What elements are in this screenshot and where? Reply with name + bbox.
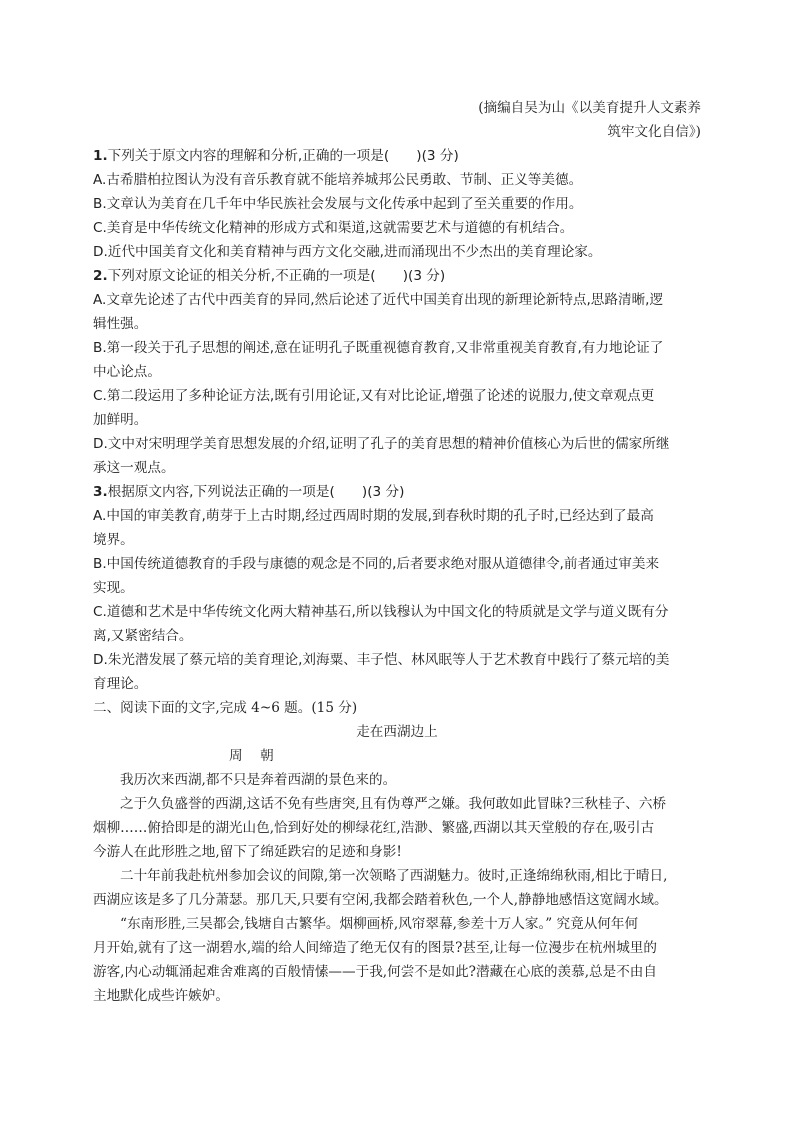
question-3-stem — [93, 480, 701, 504]
article-author: 周 朝 — [229, 748, 276, 764]
paragraph-4-line-3: 游客,内心动辄涌起难舍难离的百般情愫——于我,何尝不是如此?潜藏在心底的羡慕,总是不由自 — [93, 964, 657, 980]
question-2-option-b-line-2: 中心论点。 — [93, 364, 161, 380]
paragraph-4-line-1: “东南形胜,三吴都会,钱塘自古繁华。烟柳画桥,风帘翠幕,参差十万人家。” 究竟从何年何 — [120, 916, 639, 932]
question-3-option-a-line-1: A.中国的审美教育,萌芽于上古时期,经过西周时期的发展,到春秋时期的孔子时,已经达到了最高 — [93, 508, 654, 524]
paragraph-4-line-4: 主地默化成些许嫉妒。 — [93, 988, 229, 1004]
question-2-option-b-line-1: B.第一段关于孔子思想的阐述,意在证明孔子既重视德育教育,又非常重视美育教育,有力地论证了 — [93, 340, 664, 356]
question-3-option-b-line-2: 实现。 — [93, 580, 134, 596]
question-2-option-a-line-2: 辑性强。 — [93, 316, 148, 332]
question-2-stem — [93, 264, 701, 288]
question-3-option-b-line-1: B.中国传统道德教育的手段与康德的观念是不同的,后者要求绝对服从道德律令,前者通过审美来 — [93, 556, 660, 572]
question-3-option-a-line-2: 境界。 — [93, 532, 134, 548]
paragraph-3-line-2: 西湖应该是多了几分萧瑟。那几天,只要有空闲,我都会踏着秋色,一个人,静静地感悟这宽阔水域。 — [93, 892, 668, 908]
question-1-option-d: D.近代中国美育文化和美育精神与西方文化交融,进而涌现出不少杰出的美育理论家。 — [93, 244, 602, 260]
question-number: 2. — [93, 268, 108, 284]
section-heading: 二、阅读下面的文字,完成 4~6 题。(15 分) — [93, 700, 358, 716]
paragraph-1-line-1: 我历次来西湖,都不只是奔着西湖的景色来的。 — [120, 772, 397, 788]
question-1-option-a: A.古希腊柏拉图认为没有音乐教育就不能培养城邦公民勇敢、节制、正义等美德。 — [93, 172, 583, 188]
paragraph-3-line-1: 二十年前我赴杭州参加会议的间隙,第一次领略了西湖魅力。彼时,正逢绵绵秋雨,相比于晴日, — [120, 868, 668, 884]
question-2-option-d-line-2: 承这一观点。 — [93, 460, 175, 476]
question-number: 1. — [93, 148, 108, 164]
question-text: 下列对原文论证的相关分析,不正确的一项是( )(3 分) — [107, 268, 446, 284]
question-2-option-a-line-1: A.文章先论述了古代中西美育的异同,然后论述了近代中国美育出现的新理论新特点,思路清晰,逻 — [93, 292, 664, 308]
question-2-option-c-line-1: C.第二段运用了多种论证方法,既有引用论证,又有对比论证,增强了论述的说服力,使文章观点更 — [93, 388, 655, 404]
question-text: 根据原文内容,下列说法正确的一项是( )(3 分) — [107, 484, 405, 500]
question-number: 3. — [93, 484, 108, 500]
question-1-option-b: B.文章认为美育在几千年中华民族社会发展与文化传承中起到了至关重要的作用。 — [93, 196, 583, 212]
paragraph-2-line-2: 烟柳……俯拾即是的湖光山色,恰到好处的柳绿花红,浩渺、繁盛,西湖以其天堂般的存在,吸引古 — [93, 820, 655, 836]
source-citation-line-2: 筑牢文化自信》) — [607, 124, 701, 140]
source-citation-line-1: (摘编自吴为山《以美育提升人文素养 — [478, 100, 701, 116]
paragraph-2-line-1: 之于久负盛誉的西湖,这话不免有些唐突,且有伪尊严之嫌。我何敢如此冒昧?三秋桂子、六桥 — [120, 796, 667, 812]
question-3-option-c-line-2: 离,又紧密结合。 — [93, 628, 193, 644]
document-page — [93, 96, 701, 1008]
question-1-stem — [93, 144, 701, 168]
question-3-option-d-line-2: 育理论。 — [93, 676, 148, 692]
question-2-option-c-line-2: 加鲜明。 — [93, 412, 148, 428]
question-1-option-c: C.美育是中华传统文化精神的形成方式和渠道,这就需要艺术与道德的有机结合。 — [93, 220, 574, 236]
paragraph-2-line-3: 今游人在此形胜之地,留下了绵延跌宕的足迹和身影! — [93, 844, 402, 860]
question-3-option-c-line-1: C.道德和艺术是中华传统文化两大精神基石,所以钱穆认为中国文化的特质就是文学与道义既有分 — [93, 604, 669, 620]
paragraph-4-line-2: 月开始,就有了这一湖碧水,端的给人间缔造了绝无仅有的图景?甚至,让每一位漫步在杭州城里的 — [93, 940, 657, 956]
question-3-option-d-line-1: D.朱光潜发展了蔡元培的美育理论,刘海粟、丰子恺、林风眠等人于艺术教育中践行了蔡元培的美 — [93, 652, 670, 668]
article-title: 走在西湖边上 — [356, 724, 438, 740]
question-2-option-d-line-1: D.文中对宋明理学美育思想发展的介绍,证明了孔子的美育思想的精神价值核心为后世的儒家所继 — [93, 436, 670, 452]
question-text: 下列关于原文内容的理解和分析,正确的一项是( )(3 分) — [107, 148, 459, 164]
